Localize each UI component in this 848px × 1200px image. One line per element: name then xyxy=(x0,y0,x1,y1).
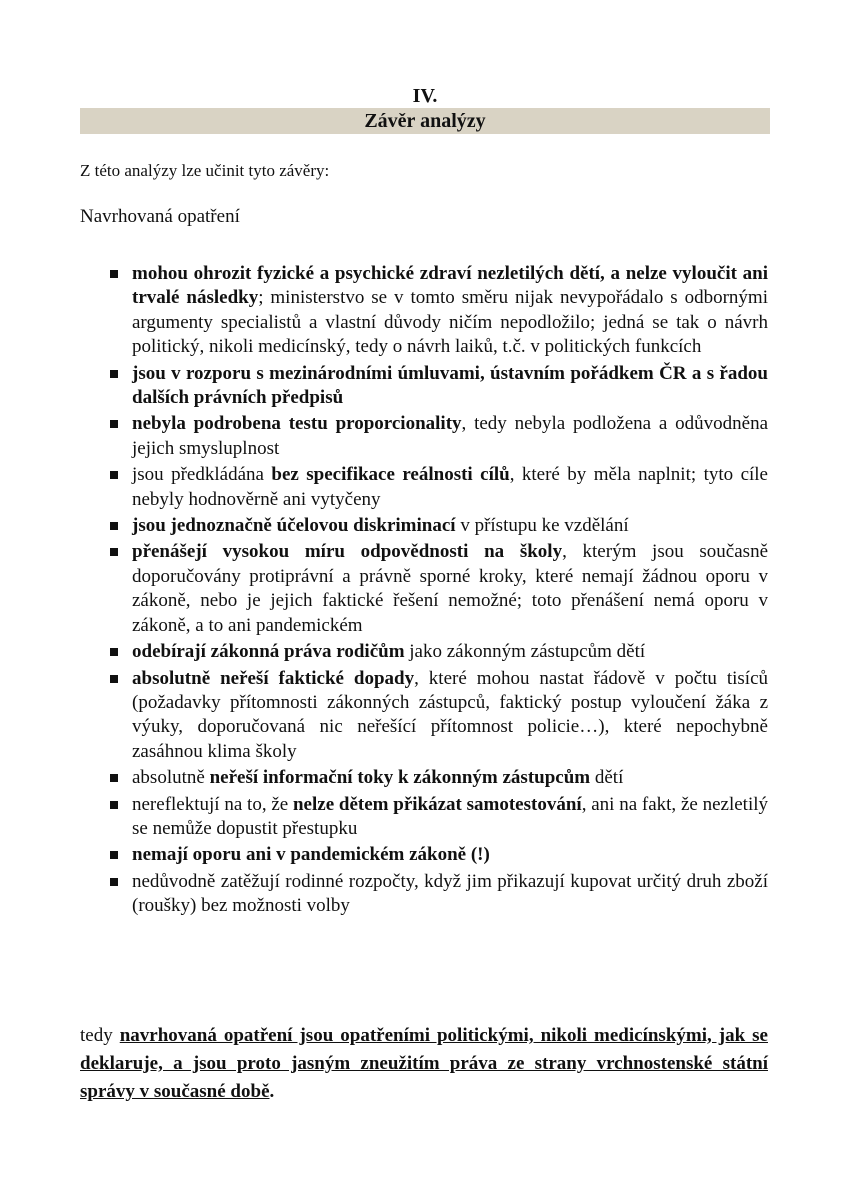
list-item xyxy=(0,870,768,919)
list-item-bold: absolutně neřeší faktické dopady xyxy=(132,667,415,689)
list-item-text: , kterým jsou současně doporučovány protiprávní a právně sporné kroky, které nemají žádnou oporu v zákoně, nebo je jejich faktické řešení nemožné; toto přenášení nemá oporu v zákoně, a to ani pandemickém xyxy=(132,541,769,636)
square-bullet-icon xyxy=(110,548,118,556)
list-item-text: jako zákonným zástupcům dětí xyxy=(404,641,646,663)
list-item-text: , které mohou nastat řádově v počtu tisíců (požadavky přítomnosti zákonných zástupců, faktický postup vyloučení žáka z výuky, doporučovaná nic neřešící přítomnost policie…), které nepochybně zasáhnou klima školy xyxy=(132,667,769,762)
list-item-bold: mohou ohrozit fyzické a psychické zdraví nezletilých dětí, a nelze vyloučit ani trvalé následky xyxy=(132,263,768,309)
conclusion-paragraph xyxy=(80,1022,768,1106)
list-item-text: ; ministerstvo se v tomto směru nijak nevypořádalo s odbornými argumenty specialistů a vlastní důvody ničím nepodložilo; jedná se tak o návrh politický, nikoli medicínský, tedy o návrh laiků, t.č. v politických funkcích xyxy=(132,287,768,358)
list-item xyxy=(0,362,768,411)
list-item-text: v přístupu ke vzdělání xyxy=(455,515,629,537)
list-item-bold: nebyla podrobena testu proporcionality xyxy=(132,413,462,435)
list-item-text: dětí xyxy=(590,767,624,789)
list-item xyxy=(0,412,768,461)
list-item xyxy=(0,667,768,765)
list-item xyxy=(0,640,768,664)
conclusion-list xyxy=(0,262,848,921)
square-bullet-icon xyxy=(110,471,118,479)
list-item-prefix: jsou předkládána xyxy=(132,464,272,486)
square-bullet-icon xyxy=(110,648,118,656)
list-item xyxy=(0,766,768,790)
intro-text: Z této analýzy lze učinit tyto závěry: xyxy=(80,161,330,180)
list-item-bold: přenášejí vysokou míru odpovědnosti na školy xyxy=(132,541,563,563)
square-bullet-icon xyxy=(110,774,118,782)
list-item-bold: jsou v rozporu s mezinárodními úmluvami, ústavním pořádkem ČR a s řadou dalších právních předpisů xyxy=(132,362,768,409)
conclusion-prefix: tedy xyxy=(80,1025,120,1046)
list-item-text: , tedy nebyla podložena a odůvodněna jejich smysluplnost xyxy=(132,413,768,459)
section-title: Závěr analýzy xyxy=(80,108,770,134)
list-item-prefix: nereflektují na to, že xyxy=(132,793,293,815)
list-item xyxy=(0,540,768,638)
list-item-text: , ani na fakt, že nezletilý se nemůže dopustit přestupku xyxy=(132,793,768,839)
square-bullet-icon xyxy=(110,420,118,428)
section-number: IV. xyxy=(412,85,438,107)
list-item-bold: bez specifikace reálnosti cílů xyxy=(271,464,510,486)
square-bullet-icon xyxy=(110,522,118,530)
list-item-text: nedůvodně zatěžují rodinné rozpočty, když jim přikazují kupovat určitý druh zboží (roušky) bez možnosti volby xyxy=(132,870,768,917)
list-item xyxy=(0,463,768,512)
list-item xyxy=(0,793,768,842)
list-item-bold: neřeší informační toky k zákonným zástupcům xyxy=(209,767,591,789)
conclusion-period: . xyxy=(269,1081,275,1102)
list-item xyxy=(0,843,768,867)
square-bullet-icon xyxy=(110,270,118,278)
list-item-bold: nemají oporu ani v pandemickém zákoně (!) xyxy=(132,844,490,866)
list-item xyxy=(0,514,768,538)
list-item-bold: jsou jednoznačně účelovou diskriminací xyxy=(132,515,456,537)
list-item-text: , které by měla naplnit; tyto cíle nebyly hodnověrně ani vytyčeny xyxy=(132,464,768,510)
square-bullet-icon xyxy=(110,801,118,809)
list-item xyxy=(0,262,768,360)
lead-text: Navrhovaná opatření xyxy=(80,206,240,227)
square-bullet-icon xyxy=(110,370,118,378)
square-bullet-icon xyxy=(110,878,118,886)
list-item-bold: odebírají zákonná práva rodičům xyxy=(132,641,405,663)
square-bullet-icon xyxy=(110,851,118,859)
list-item-prefix: absolutně xyxy=(132,767,210,789)
list-item-bold: nelze dětem přikázat samotestování xyxy=(292,793,582,815)
conclusion-underlined: navrhovaná opatření jsou opatřeními politickými, nikoli medicínskými, jak se deklaruje, a jsou proto jasným zneužitím práva ze strany vrchnostenské státní správy v současné době xyxy=(80,1025,768,1102)
square-bullet-icon xyxy=(110,675,118,683)
